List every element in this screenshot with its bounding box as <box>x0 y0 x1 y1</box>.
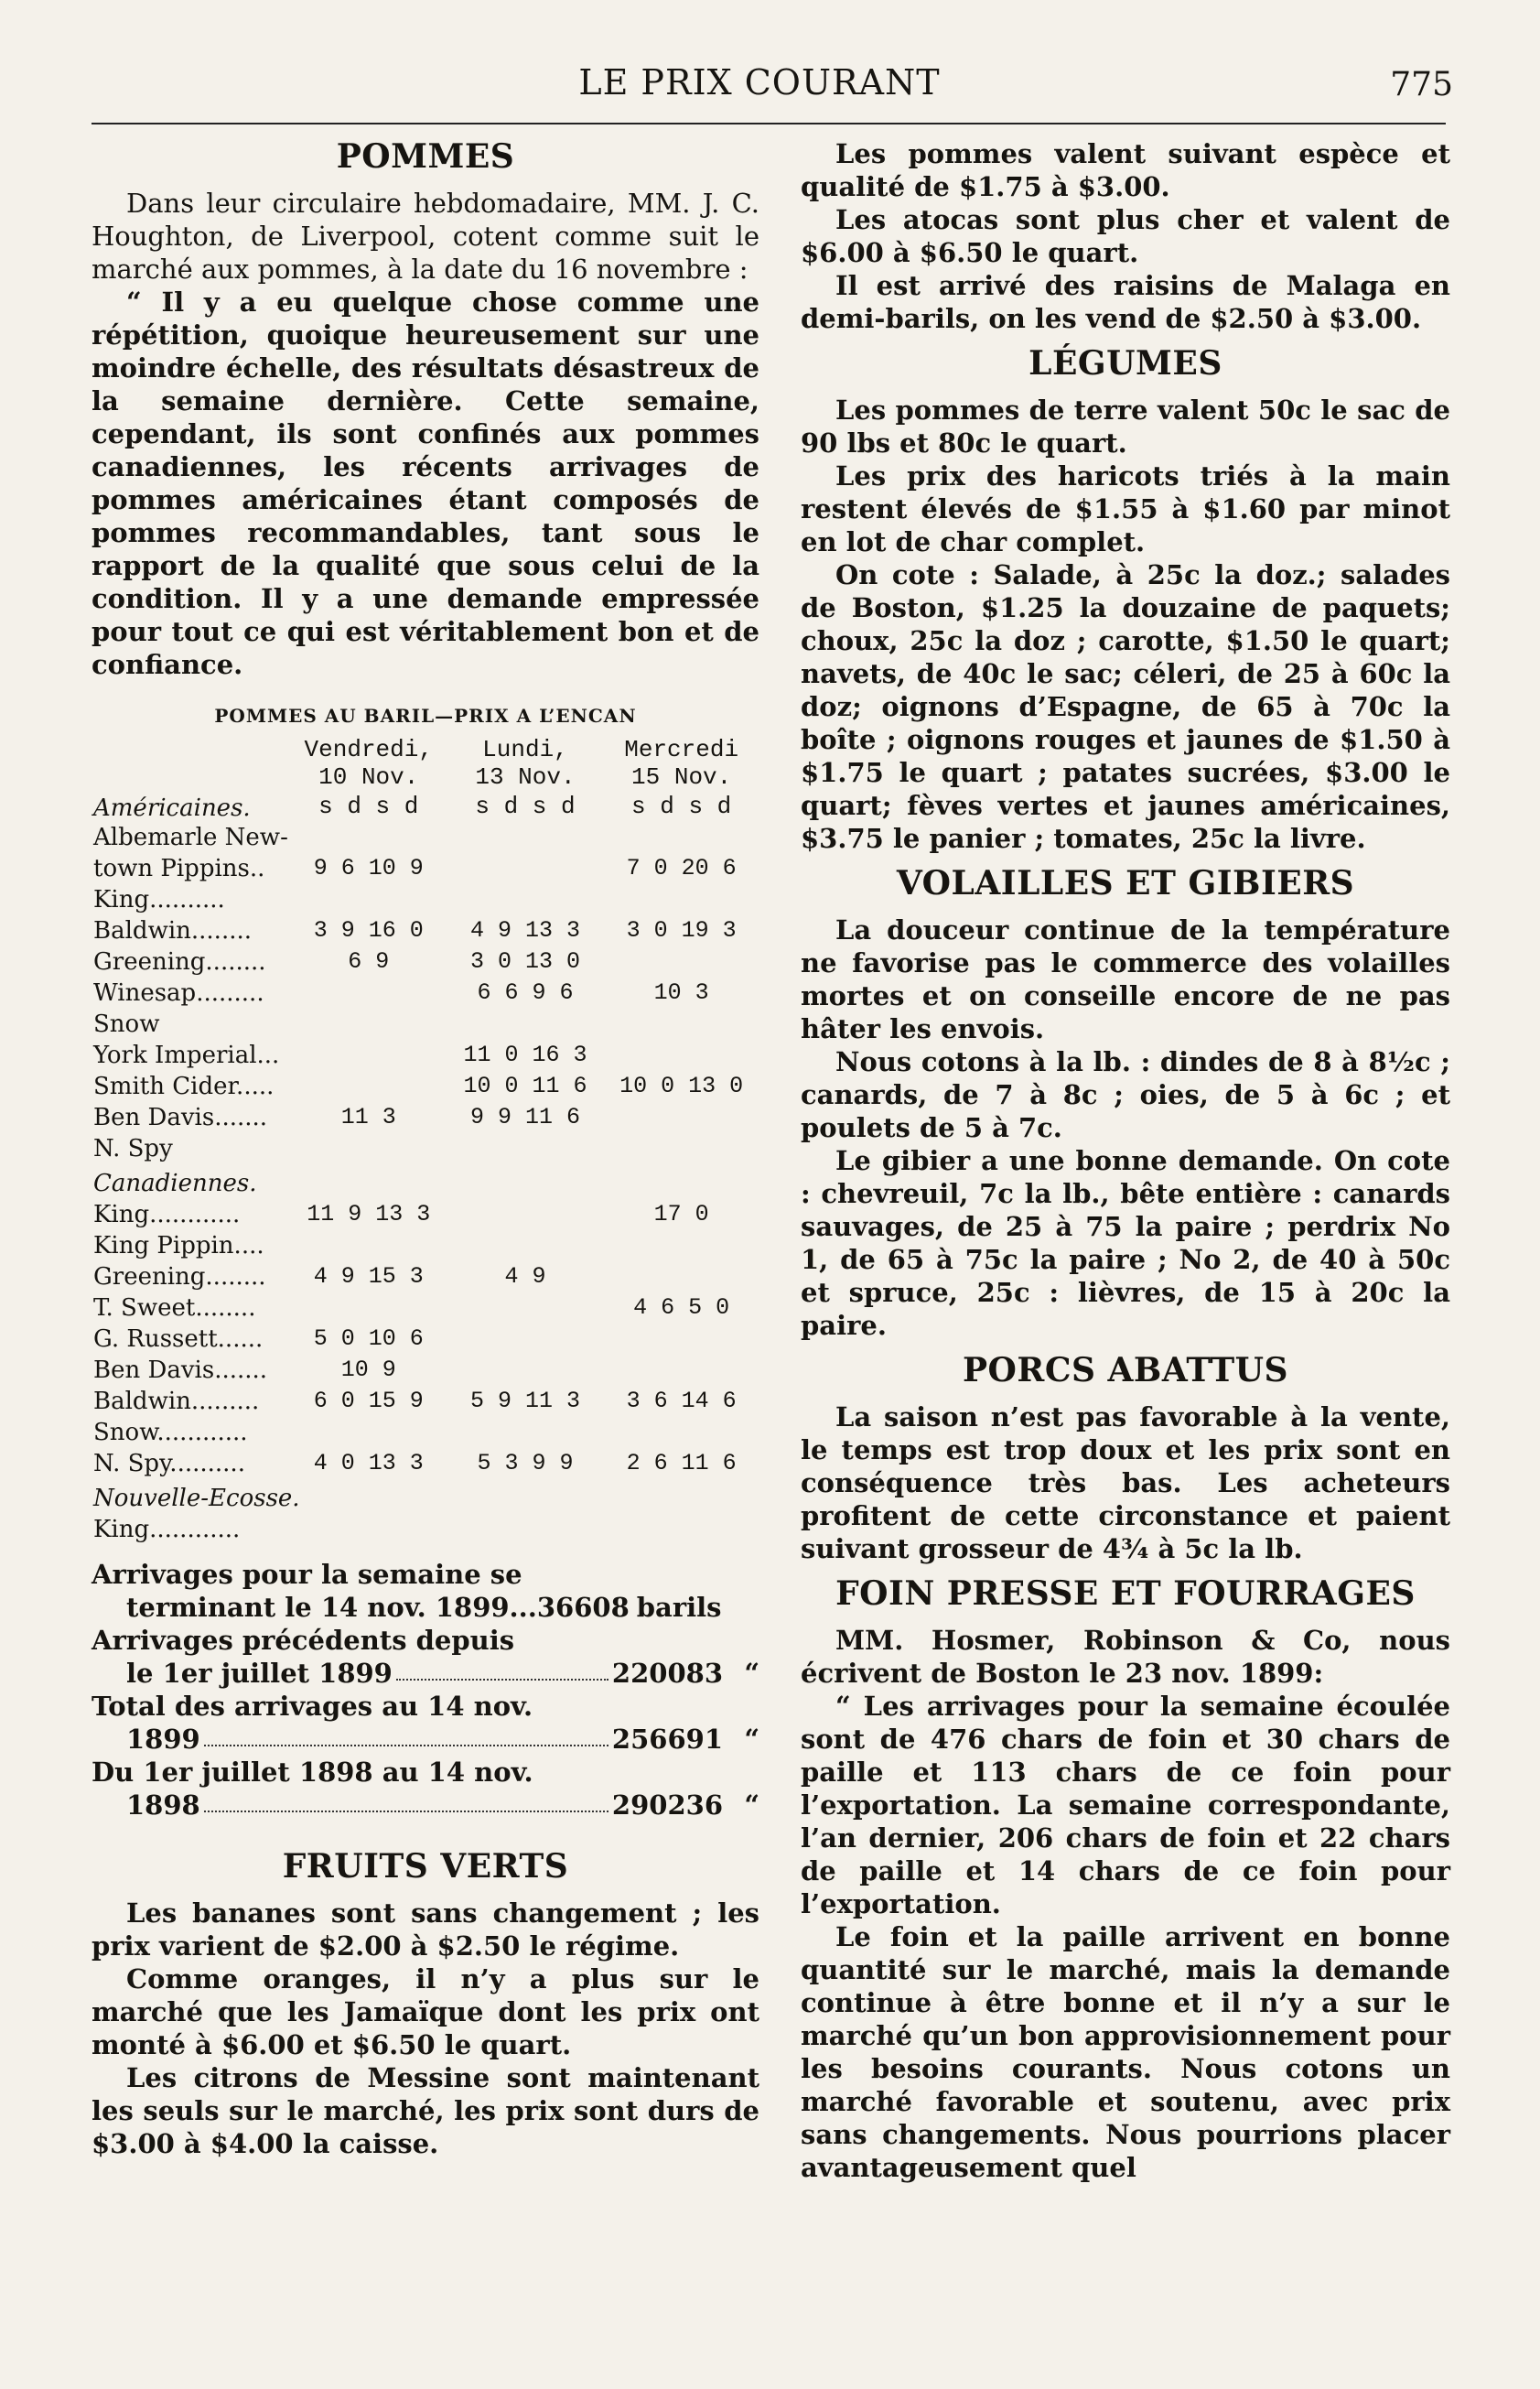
variety-name: Ben Davis....... <box>93 1357 268 1384</box>
paragraph: Dans leur circulaire hebdomadaire, MM. J. C. Houghton, de Liverpool, cotent comme suit le marché aux pommes, à la date du 16 novembre : <box>92 188 759 285</box>
price-cell: 6 6 9 6 <box>477 979 574 1006</box>
page-header <box>55 57 1464 112</box>
price-cell: 9 9 11 6 <box>469 1104 580 1130</box>
table-row <box>92 853 759 884</box>
table-row <box>92 1199 759 1230</box>
price-cell <box>603 1102 759 1133</box>
price-cell: 3 0 19 3 <box>626 917 737 944</box>
arrivals-line: Arrivages précédents depuis <box>92 1625 515 1656</box>
arrivals-block <box>92 1558 759 1821</box>
price-cell <box>447 1355 604 1386</box>
arrivals-label: 1898 <box>126 1789 200 1821</box>
table-header-row <box>92 791 759 822</box>
col-header-date: 10 Nov. <box>318 763 419 791</box>
right-column <box>801 137 1450 2184</box>
price-cell: 6 0 15 9 <box>313 1388 424 1414</box>
arrivals-value: 290236 <box>611 1789 723 1821</box>
left-column <box>92 137 759 2160</box>
page-number: 775 <box>1390 66 1453 103</box>
variety-name: Snow............ <box>93 1419 248 1446</box>
paragraph: Le gibier a une bonne demande. On cote : chevreuil, 7c la lb., bête entière : canards sauvages, de 25 à 75 la paire ; perdrix No 1, de 65 à 75c la paire ; No 2, de 40 à 50c et spruce, 25c : lièvres, de 15 à 20c la paire. <box>801 1145 1450 1341</box>
arrivals-value: 220083 <box>611 1658 723 1689</box>
variety-name: King Pippin.... <box>93 1232 264 1259</box>
price-cell: 6 9 <box>348 948 390 975</box>
price-cell <box>447 1514 604 1545</box>
arrivals-label: le 1er juillet 1899 <box>126 1658 393 1689</box>
price-cell <box>290 1230 447 1261</box>
price-cell: 17 0 <box>653 1201 709 1227</box>
price-cell <box>290 1514 447 1545</box>
arrivals-value: 36608 <box>536 1592 630 1623</box>
price-cell: 10 3 <box>653 979 709 1006</box>
price-cell <box>603 1324 759 1355</box>
price-cell <box>290 1417 447 1448</box>
variety-name: York Imperial... <box>93 1042 280 1069</box>
col-header-date: 13 Nov. <box>475 763 576 791</box>
price-cell: 3 6 14 6 <box>626 1388 737 1414</box>
price-cell: 10 9 <box>340 1357 396 1383</box>
price-cell <box>603 1040 759 1071</box>
table-row <box>92 978 759 1009</box>
arrivals-line: Arrivages pour la semaine se <box>92 1559 522 1590</box>
col-header-day: Vendredi, <box>304 736 433 763</box>
paragraph: Le foin et la paille arrivent en bonne quantité sur le marché, mais la demande continue à être bonne et il n’y a sur le marché qu’un bon approvisionnement pour les besoins courants. Nous cotons un marché favorable et soutenu, avec prix sans changements. Nous pourrions placer avantageusement quel <box>801 1921 1450 2183</box>
table-row <box>92 1102 759 1133</box>
variety-name: Baldwin........ <box>93 917 252 945</box>
table-caption: POMMES AU BARIL—PRIX A L’ENCAN <box>214 705 637 727</box>
section-heading-legumes: LÉGUMES <box>1028 344 1222 383</box>
leader-dots <box>204 1789 608 1812</box>
table-row <box>92 1133 759 1164</box>
table-row <box>92 1448 759 1479</box>
price-cell: 5 0 10 6 <box>313 1325 424 1352</box>
price-cell <box>290 822 447 853</box>
price-cell <box>447 1009 604 1040</box>
price-cell <box>447 1417 604 1448</box>
variety-name: Greening........ <box>93 1263 266 1291</box>
price-cell <box>447 853 604 884</box>
section-heading-volailles: VOLAILLES ET GIBIERS <box>896 864 1355 903</box>
paragraph: Les prix des haricots triés à la main restent élevés de $1.55 à $1.60 par minot en lot de char complet. <box>801 460 1450 557</box>
price-cell: 11 0 16 3 <box>463 1042 587 1068</box>
price-cell: 11 3 <box>340 1104 396 1130</box>
price-cell <box>447 884 604 915</box>
arrivals-label: terminant le 14 nov. 1899... <box>126 1592 537 1623</box>
paragraph: Les atocas sont plus cher et valent de $6.00 à $6.50 le quart. <box>801 204 1450 268</box>
paragraph: MM. Hosmer, Robinson & Co, nous écrivent de Boston le 23 nov. 1899: <box>801 1625 1450 1689</box>
variety-name: King............ <box>93 1201 241 1228</box>
price-cell <box>447 1324 604 1355</box>
table-row <box>92 1009 759 1040</box>
paragraph: Comme oranges, il n’y a plus sur le marché que les Jamaïque dont les prix ont monté à $6.00 et $6.50 le quart. <box>92 1963 759 2060</box>
table-row <box>92 822 759 853</box>
table-row <box>92 884 759 915</box>
arrivals-item <box>92 1624 759 1690</box>
col-header-units: s d s d <box>318 793 419 820</box>
running-title: LE PRIX COURANT <box>578 62 941 103</box>
table-row <box>92 1040 759 1071</box>
variety-name: N. Spy.......... <box>93 1450 245 1477</box>
arrivals-line <box>92 1657 759 1690</box>
arrivals-line <box>92 1591 759 1624</box>
price-cell <box>290 1292 447 1324</box>
price-cell: 4 0 13 3 <box>313 1450 424 1476</box>
price-cell <box>603 1417 759 1448</box>
variety-name: N. Spy <box>93 1135 173 1162</box>
table-row <box>92 1292 759 1324</box>
price-cell: 11 9 13 3 <box>307 1201 431 1227</box>
paragraph: La saison n’est pas favorable à la vente, le temps est trop doux et les prix sont en conséquence très bas. Les acheteurs profitent de cette circonstance et paient suivant grosseur de 4¾ à 5c la lb. <box>801 1401 1450 1564</box>
price-cell: 9 6 10 9 <box>313 855 424 881</box>
table-header-row <box>92 763 759 791</box>
table-row <box>92 1230 759 1261</box>
table-row <box>92 946 759 978</box>
variety-name: Winesap......... <box>93 979 264 1007</box>
price-cell: 4 9 15 3 <box>313 1263 424 1290</box>
col-header-date: 15 Nov. <box>631 763 732 791</box>
variety-name: King.......... <box>93 886 225 913</box>
price-cell <box>447 1133 604 1164</box>
paragraph: Les pommes valent suivant espèce et qualité de $1.75 à $3.00. <box>801 138 1450 202</box>
price-cell <box>290 884 447 915</box>
section-heading-fruits: FRUITS VERTS <box>282 1847 569 1886</box>
category-label: Nouvelle-Ecosse. <box>93 1485 300 1512</box>
table-row <box>92 1324 759 1355</box>
arrivals-line: Du 1er juillet 1898 au 14 nov. <box>92 1757 533 1788</box>
price-cell: 5 3 9 9 <box>477 1450 574 1476</box>
price-cell: 7 0 20 6 <box>626 855 737 881</box>
price-cell <box>603 1133 759 1164</box>
variety-name: Greening........ <box>93 948 266 976</box>
price-cell: 5 9 11 3 <box>469 1388 580 1414</box>
arrivals-line <box>92 1723 759 1756</box>
paragraph: La douceur continue de la température ne favorise pas le commerce des volailles mortes et on conseille encore de ne pas hâter les envois. <box>801 914 1450 1044</box>
quote-paragraph: “ Il y a eu quelque chose comme une répétition, quoique heureusement sur une moindre échelle, des résultats désastreux de la semaine dernière. Cette semaine, cependant, ils sont confinés aux pommes canadiennes, les récents arrivages de pommes américaines étant composés de pommes recommandables, tant sous le rapport de la qualité que sous celui de la condition. Il y a une demande empressée pour tout ce qui est véritablement bon et de confiance. <box>92 286 759 680</box>
category-row <box>92 1164 759 1199</box>
arrivals-label: 1899 <box>126 1724 200 1755</box>
arrivals-item <box>92 1558 759 1624</box>
paragraph: On cote : Salade, à 25c la doz.; salades de Boston, $1.25 la douzaine de paquets; choux, 25c la doz ; carotte, $1.50 le quart; navets, de 40c le sac; céleri, de 25 à 60c la doz; oignons d’Espagne, de 65 à 70c la boîte ; oignons rouges et jaunes de $1.50 à $1.75 le quart ; patates sucrées, $3.00 le quart; fèves vertes et jaunes américaines, $3.75 le panier ; tomates, 25c la livre. <box>801 559 1450 854</box>
variety-name: Albemarle New- <box>93 824 288 851</box>
arrivals-value: 256691 <box>611 1724 723 1755</box>
price-cell <box>603 1009 759 1040</box>
price-cell <box>603 1355 759 1386</box>
table-row <box>92 1071 759 1102</box>
price-cell <box>290 1009 447 1040</box>
paragraph: Les pommes de terre valent 50c le sac de 90 lbs et 80c le quart. <box>801 395 1450 459</box>
price-cell <box>603 1230 759 1261</box>
variety-name: town Pippins.. <box>93 855 265 882</box>
col-header-units: s d s d <box>475 793 576 820</box>
price-cell: 10 0 11 6 <box>463 1073 587 1099</box>
arrivals-item <box>92 1690 759 1756</box>
variety-name: Ben Davis....... <box>93 1104 268 1131</box>
price-cell: 3 0 13 0 <box>469 948 580 975</box>
leader-dots <box>396 1657 608 1681</box>
table-row <box>92 1355 759 1386</box>
table-row <box>92 1514 759 1545</box>
section-heading-porcs: PORCS ABATTUS <box>962 1351 1289 1389</box>
paragraph: Nous cotons à la lb. : dindes de 8 à 8½c ; canards, de 7 à 8c ; oies, de 5 à 6c ; et poulets de 5 à 7c. <box>801 1046 1450 1143</box>
price-table <box>92 736 759 1545</box>
price-cell: 4 9 <box>504 1263 546 1290</box>
variety-name: T. Sweet........ <box>93 1294 256 1322</box>
price-cell <box>603 884 759 915</box>
price-cell <box>603 1514 759 1545</box>
price-cell: 4 9 13 3 <box>469 917 580 944</box>
price-cell: 10 0 13 0 <box>619 1073 744 1099</box>
table-row <box>92 1386 759 1417</box>
price-cell <box>447 1230 604 1261</box>
col-header-units: s d s d <box>631 793 732 820</box>
arrivals-unit: barils <box>636 1592 722 1623</box>
arrivals-unit: “ <box>744 1724 759 1755</box>
variety-name: King............ <box>93 1516 241 1543</box>
section-heading-foin: FOIN PRESSE ET FOURRAGES <box>835 1574 1416 1613</box>
price-cell: 3 9 16 0 <box>313 917 424 944</box>
paragraph: “ Les arrivages pour la semaine écoulée sont de 476 chars de foin et 30 chars de paille et 113 chars de ce foin pour l’exportation. La semaine correspondante, l’an dernier, 206 chars de foin et 22 chars de paille et 14 chars de ce foin pour l’exportation. <box>801 1691 1450 1919</box>
price-cell <box>603 946 759 978</box>
paragraph: Il est arrivé des raisins de Malaga en demi-barils, on les vend de $2.50 à $3.00. <box>801 270 1450 334</box>
price-cell: 2 6 11 6 <box>626 1450 737 1476</box>
arrivals-line: Total des arrivages au 14 nov. <box>92 1691 533 1722</box>
category-label: Canadiennes. <box>93 1170 257 1197</box>
price-cell <box>290 1133 447 1164</box>
category-row <box>92 1479 759 1514</box>
col-header-day: Mercredi <box>624 736 739 763</box>
arrivals-unit: “ <box>744 1658 759 1689</box>
arrivals-item <box>92 1756 759 1821</box>
price-cell <box>603 822 759 853</box>
price-cell <box>447 822 604 853</box>
arrivals-line <box>92 1789 759 1821</box>
price-cell <box>447 1199 604 1230</box>
table-row <box>92 915 759 946</box>
price-cell <box>290 978 447 1009</box>
arrivals-unit: “ <box>744 1789 759 1821</box>
leader-dots <box>204 1723 608 1746</box>
variety-name: Baldwin......... <box>93 1388 260 1415</box>
variety-name: Snow <box>93 1011 160 1038</box>
variety-name: Smith Cider..... <box>93 1073 275 1100</box>
header-rule <box>92 123 1446 124</box>
variety-name: G. Russett...... <box>93 1325 264 1353</box>
price-cell <box>290 1071 447 1102</box>
category-label: Américaines. <box>93 795 251 822</box>
paragraph: Les bananes sont sans changement ; les prix varient de $2.00 à $2.50 le régime. <box>92 1897 759 1962</box>
table-row <box>92 1417 759 1448</box>
price-cell <box>290 1040 447 1071</box>
table-header-row <box>92 736 759 763</box>
col-header-day: Lundi, <box>482 736 568 763</box>
paragraph: Les citrons de Messine sont maintenant les seuls sur le marché, les prix sont durs de $3.00 à $4.00 la caisse. <box>92 2062 759 2159</box>
price-cell <box>447 1292 604 1324</box>
table-row <box>92 1261 759 1292</box>
price-cell: 4 6 5 0 <box>633 1294 730 1321</box>
price-cell <box>603 1261 759 1292</box>
section-heading-pommes: POMMES <box>336 137 515 176</box>
